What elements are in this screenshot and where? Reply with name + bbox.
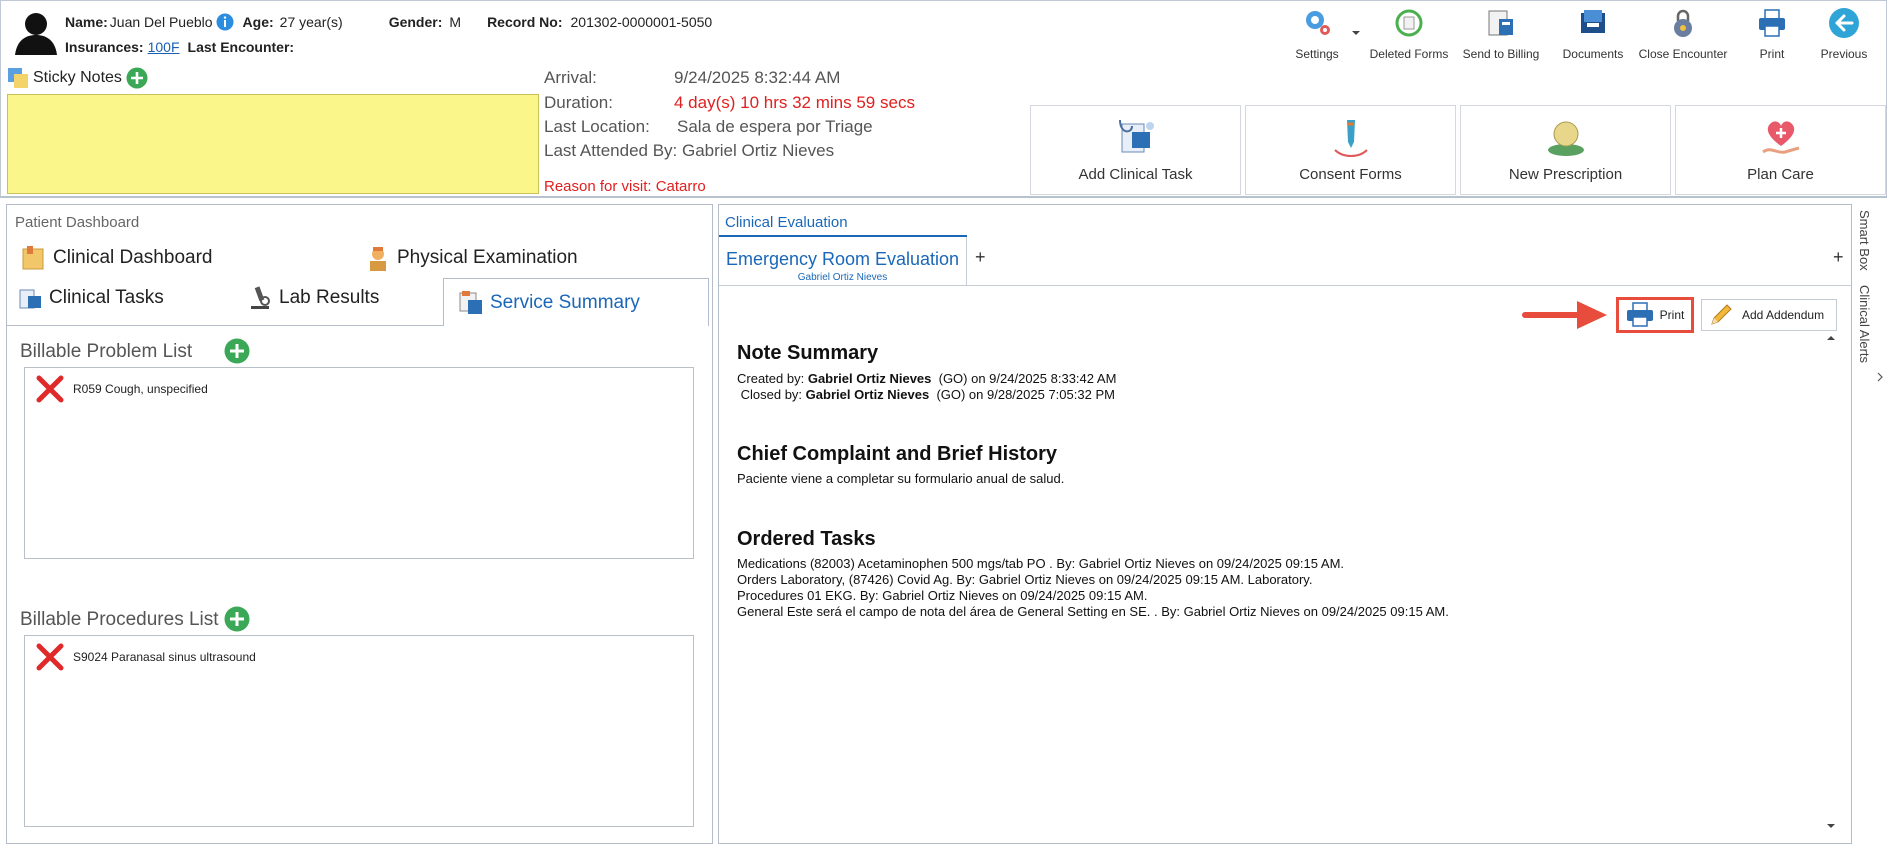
microscope-icon xyxy=(247,285,273,311)
chevron-down-icon[interactable] xyxy=(1351,29,1361,37)
evaluation-tab-title: Emergency Room Evaluation xyxy=(725,249,960,269)
record-label: Record No: xyxy=(487,14,563,30)
patient-name-row xyxy=(65,13,712,31)
tab-clinical-tasks-label: Clinical Tasks xyxy=(49,287,164,308)
patient-age: 27 year(s) xyxy=(279,14,343,30)
note-scrollbar[interactable] xyxy=(1823,331,1839,835)
printer-icon xyxy=(1756,7,1788,39)
print-toolbar-label: Print xyxy=(1759,47,1785,61)
close-encounter-label: Close Encounter xyxy=(1638,47,1728,61)
closed-by-detail: (GO) on 9/28/2025 7:05:32 PM xyxy=(929,387,1115,402)
restore-icon xyxy=(1393,7,1425,39)
settings-label: Settings xyxy=(1295,47,1339,61)
ordered-task-line: Orders Laboratory, (87426) Covid Ag. By: Gabriel Ortiz Nieves on 09/24/2025 09:15 AM. Laboratory. xyxy=(737,572,1313,587)
print-note-label: Print xyxy=(1659,308,1685,322)
gear-icon xyxy=(1301,7,1333,39)
clinical-tasks-icon xyxy=(17,285,43,311)
plan-care-label: Plan Care xyxy=(1747,166,1814,183)
list-item xyxy=(25,368,693,410)
procedures-list-box xyxy=(24,635,694,827)
add-addendum-button[interactable] xyxy=(1701,299,1837,331)
send-billing-button[interactable] xyxy=(1455,7,1547,63)
documents-icon xyxy=(1577,7,1609,39)
add-clinical-task-label: Add Clinical Task xyxy=(1078,166,1193,183)
arrival-value: 9/24/2025 8:32:44 AM xyxy=(674,68,841,87)
last-location-value: Sala de espera por Triage xyxy=(677,117,873,136)
patient-dashboard-panel xyxy=(6,204,713,844)
closed-by-name: Gabriel Ortiz Nieves xyxy=(805,387,930,402)
back-arrow-icon xyxy=(1828,7,1860,39)
insurance-link[interactable]: 100F xyxy=(147,39,180,55)
deleted-forms-button[interactable] xyxy=(1363,7,1455,63)
sticky-notes-area[interactable] xyxy=(7,94,539,194)
tab-strip-divider xyxy=(719,285,1851,286)
insurances-label: Insurances: xyxy=(65,39,144,55)
heart-care-icon xyxy=(1759,116,1803,158)
annotation-arrow-icon xyxy=(1521,295,1613,335)
ordered-task-line: Medications (82003) Acetaminophen 500 mgs/tab PO . By: Gabriel Ortiz Nieves on 09/24/2025 09:15 AM. xyxy=(737,556,1345,571)
consent-forms-button[interactable] xyxy=(1245,105,1456,195)
remove-x-icon[interactable] xyxy=(35,642,65,672)
add-clinical-task-button[interactable] xyxy=(1030,105,1241,195)
add-tab-right-button[interactable]: + xyxy=(1833,247,1844,267)
tab-service-summary[interactable] xyxy=(443,278,709,326)
ordered-task-line: Procedures 01 EKG. By: Gabriel Ortiz Nieves on 09/24/2025 09:15 AM. xyxy=(737,588,1148,603)
closed-by-line xyxy=(737,387,1115,403)
add-procedure-icon[interactable] xyxy=(224,606,250,632)
add-sticky-note-icon[interactable] xyxy=(126,67,148,89)
procedures-list-title: Billable Procedures List xyxy=(20,609,219,630)
deleted-forms-label: Deleted Forms xyxy=(1369,47,1449,61)
chief-complaint-text: Paciente viene a completar su formulario anual de salud. xyxy=(737,471,1065,486)
ordered-task-line: General Este será el campo de nota del área de General Setting en SE. . By: Gabriel Ortiz Nieves on 09/24/2025 09:15 AM. xyxy=(737,604,1449,619)
remove-x-icon[interactable] xyxy=(35,374,65,404)
last-encounter-label: Last Encounter: xyxy=(187,39,295,55)
last-attended: Last Attended By: Gabriel Ortiz Nieves xyxy=(544,141,835,160)
clinical-task-icon xyxy=(1114,116,1158,158)
print-note-button[interactable] xyxy=(1616,297,1694,333)
duration-label: Duration: xyxy=(544,93,613,112)
tab-physical-examination-label: Physical Examination xyxy=(397,247,578,268)
clinical-alerts-tab[interactable]: Clinical Alerts xyxy=(1857,285,1872,364)
service-summary-icon xyxy=(458,290,484,316)
arrival-label: Arrival: xyxy=(544,68,597,87)
reason-for-visit: Reason for visit: Catarro xyxy=(544,178,706,195)
gender-label: Gender: xyxy=(388,14,443,30)
tab-clinical-dashboard-label: Clinical Dashboard xyxy=(53,247,213,268)
add-problem-icon[interactable] xyxy=(224,338,250,364)
tab-service-summary-label: Service Summary xyxy=(490,291,640,313)
pill-icon xyxy=(1544,116,1588,158)
evaluation-tab-subtitle: Gabriel Ortiz Nieves xyxy=(797,272,888,283)
add-tab-button[interactable]: + xyxy=(975,247,986,267)
tab-physical-examination[interactable] xyxy=(365,245,578,271)
tab-clinical-tasks[interactable] xyxy=(17,285,164,311)
evaluation-caption: Clinical Evaluation xyxy=(725,214,848,231)
plan-care-button[interactable] xyxy=(1675,105,1886,195)
tab-lab-results[interactable] xyxy=(247,285,379,311)
insurance-row xyxy=(65,39,294,55)
new-prescription-label: New Prescription xyxy=(1508,166,1623,183)
tab-clinical-dashboard[interactable] xyxy=(21,245,212,271)
tab-divider xyxy=(7,325,443,326)
patient-gender: M xyxy=(449,14,462,30)
side-expand-icon[interactable] xyxy=(1876,372,1884,382)
doctor-icon xyxy=(365,245,391,271)
previous-label: Previous xyxy=(1820,47,1868,61)
last-location-label: Last Location: xyxy=(544,117,650,136)
billing-icon xyxy=(1485,7,1517,39)
patient-avatar-icon xyxy=(13,9,59,55)
pencil-icon xyxy=(1708,302,1734,328)
send-billing-label: Send to Billing xyxy=(1462,47,1540,61)
created-by-line xyxy=(737,371,1116,387)
scroll-up-icon[interactable] xyxy=(1823,331,1839,345)
dashboard-caption: Patient Dashboard xyxy=(15,214,140,231)
tab-lab-results-label: Lab Results xyxy=(279,287,380,308)
problem-list-box xyxy=(24,367,694,559)
clinical-evaluation-panel xyxy=(718,204,1852,844)
patient-name: Juan Del Pueblo xyxy=(109,14,213,30)
created-by-label: Created by: xyxy=(737,371,808,386)
settings-button[interactable] xyxy=(1271,7,1363,63)
close-encounter-button[interactable] xyxy=(1631,7,1735,63)
created-by-name: Gabriel Ortiz Nieves xyxy=(807,371,932,386)
created-by-detail: (GO) on 9/24/2025 8:33:42 AM xyxy=(931,371,1117,386)
sticky-notes-icon xyxy=(7,67,29,89)
closed-by-label: Closed by: xyxy=(737,387,806,402)
pen-signature-icon xyxy=(1329,116,1373,158)
dashboard-icon xyxy=(21,245,47,271)
note-summary-heading: Note Summary xyxy=(737,342,879,364)
add-addendum-label: Add Addendum xyxy=(1742,308,1825,322)
printer-icon xyxy=(1626,302,1654,328)
age-label: Age: xyxy=(242,14,274,30)
documents-label: Documents xyxy=(1562,47,1624,61)
info-icon[interactable] xyxy=(216,13,234,31)
record-number: 201302-0000001-5050 xyxy=(570,14,713,30)
smart-box-tab[interactable]: Smart Box xyxy=(1857,210,1872,271)
sticky-notes-title: Sticky Notes xyxy=(33,69,122,86)
tab-emergency-room-evaluation[interactable] xyxy=(719,237,967,285)
problem-list-title: Billable Problem List xyxy=(20,341,193,362)
patient-header xyxy=(0,0,1887,198)
new-prescription-button[interactable] xyxy=(1460,105,1671,195)
procedure-item-text: S9024 Paranasal sinus ultrasound xyxy=(73,650,256,664)
documents-button[interactable] xyxy=(1547,7,1639,63)
list-item xyxy=(25,636,693,678)
problem-item-text: R059 Cough, unspecified xyxy=(73,382,208,396)
lock-icon xyxy=(1667,7,1699,39)
chief-complaint-heading: Chief Complaint and Brief History xyxy=(737,443,1058,465)
ordered-tasks-heading: Ordered Tasks xyxy=(737,528,876,550)
previous-button[interactable] xyxy=(1804,7,1884,63)
sticky-notes-header xyxy=(7,67,148,89)
name-label: Name: xyxy=(65,14,108,30)
duration-value: 4 day(s) 10 hrs 32 mins 59 secs xyxy=(674,93,915,112)
scroll-down-icon[interactable] xyxy=(1823,819,1839,833)
consent-forms-label: Consent Forms xyxy=(1299,166,1402,183)
